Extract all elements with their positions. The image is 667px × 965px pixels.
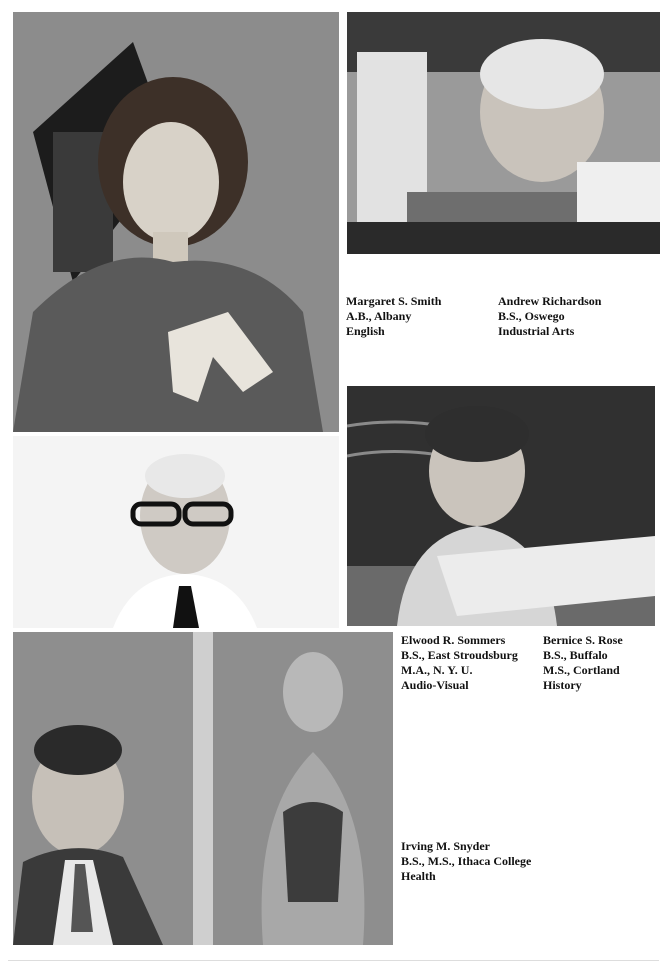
- faculty-degree: M.A., N. Y. U.: [401, 663, 473, 677]
- faculty-subject: Health: [401, 869, 436, 883]
- portrait-image: [347, 12, 660, 254]
- caption-andrew-richardson: [498, 294, 601, 339]
- portrait-image: [13, 632, 393, 945]
- caption-margaret-smith: [346, 294, 441, 339]
- photo-margaret-smith: [13, 12, 339, 432]
- faculty-name: Elwood R. Sommers: [401, 633, 506, 647]
- faculty-subject: English: [346, 324, 385, 338]
- faculty-degree: B.S., Buffalo: [543, 648, 608, 662]
- faculty-subject: History: [543, 678, 582, 692]
- faculty-name: Bernice S. Rose: [543, 633, 623, 647]
- faculty-name: Andrew Richardson: [498, 294, 602, 308]
- photo-elwood-sommers: [13, 436, 339, 628]
- faculty-degree: B.S., Oswego: [498, 309, 565, 323]
- faculty-name: Margaret S. Smith: [346, 294, 442, 308]
- portrait-image: [347, 386, 655, 626]
- photo-andrew-richardson: [347, 12, 660, 254]
- photo-bernice-rose: [347, 386, 655, 626]
- faculty-degree: B.S., East Stroudsburg: [401, 648, 518, 662]
- faculty-subject: Audio-Visual: [401, 678, 469, 692]
- faculty-subject: Industrial Arts: [498, 324, 575, 338]
- faculty-degree: B.S., M.S., Ithaca College: [401, 854, 532, 868]
- faculty-degree: A.B., Albany: [346, 309, 412, 323]
- caption-bernice-rose: [543, 633, 623, 693]
- page-bottom-rule: [8, 960, 659, 961]
- photo-irving-snyder: [13, 632, 393, 945]
- caption-irving-snyder: [401, 839, 531, 884]
- caption-elwood-sommers: [401, 633, 518, 693]
- faculty-degree: M.S., Cortland: [543, 663, 620, 677]
- portrait-image: [13, 12, 339, 432]
- faculty-name: Irving M. Snyder: [401, 839, 491, 853]
- portrait-image: [13, 436, 339, 628]
